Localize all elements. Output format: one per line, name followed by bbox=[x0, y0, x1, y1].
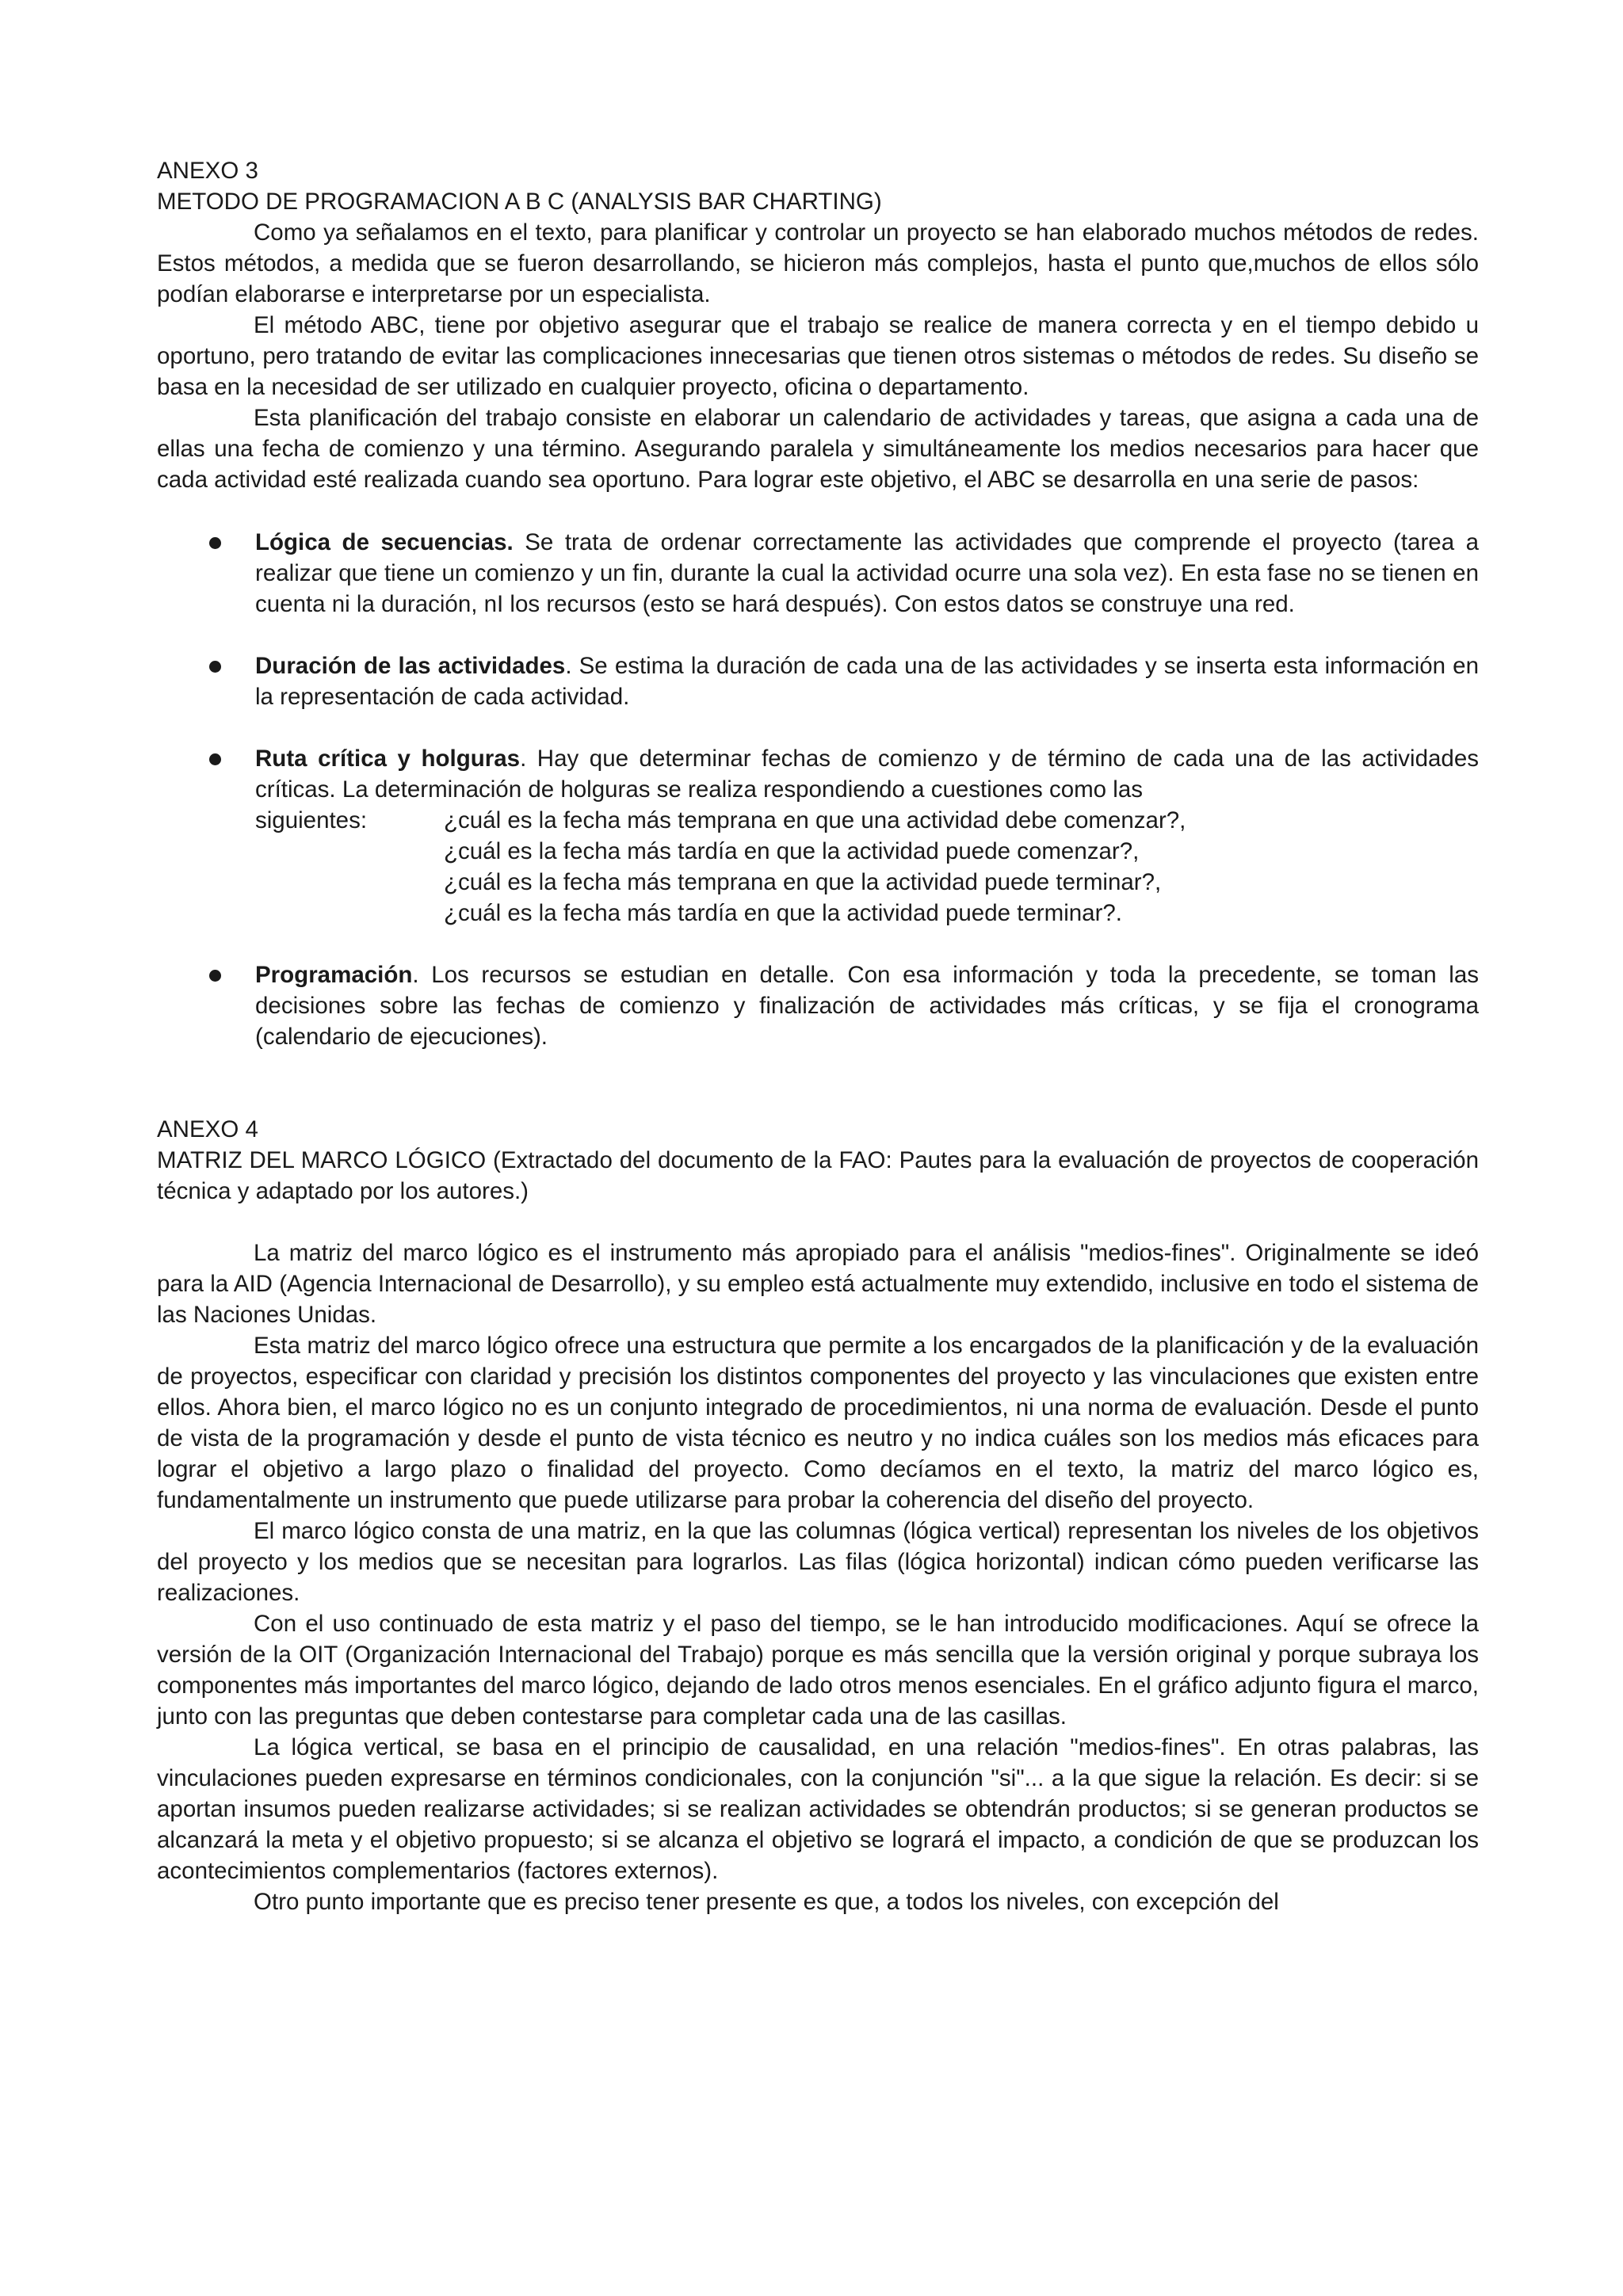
step-text: . Se estima la duración de cada una de las actividades y se inserta esta información en la representación de cada actividad. bbox=[255, 653, 1479, 710]
annex-4-paragraph-2: Esta matriz del marco lógico ofrece una estructura que permite a los encargados de la planificación y de la evaluación de proyectos, especificar con claridad y precisión los distintos componentes del proyecto y las vinculaciones que existen entre ellos. Ahora bien, el marco lógico no es un conjunto integrado de procedimientos, ni una norma de evaluación. Desde el punto de vista de la programación y desde el punto de vista técnico es neutro y no indica cuáles son los medios más eficaces para lograr el objetivo a largo plazo o finalidad del proyecto. Como decíamos en el texto, la matriz del marco lógico es, fundamentalmente un instrumento que puede utilizarse para probar la coherencia del diseño del proyecto. bbox=[157, 1333, 1479, 1513]
question-item: ¿cuál es la fecha más temprana en que la actividad puede terminar?, bbox=[444, 869, 1162, 895]
bullet-icon bbox=[209, 661, 221, 673]
list-item bbox=[157, 650, 1479, 712]
question-item: ¿cuál es la fecha más tardía en que la actividad puede comenzar?, bbox=[444, 838, 1140, 864]
annex-4-paragraph-5: La lógica vertical, se basa en el principio de causalidad, en una relación "medios-fines". En otras palabras, las vinculaciones pueden expresarse en términos condicionales, con la conjunción "si"... a la que sigue la relación. Es decir: si se aportan insumos pueden realizarse actividades; si se realizan actividades se obtendrán productos; si se generan productos se alcanzará la meta y el objetivo propuesto; si se alcanza el objetivo se logrará el impacto, a condición de que se produzcan los acontecimientos complementarios (factores externos). bbox=[157, 1734, 1479, 1884]
step-term: Lógica de secuencias. bbox=[255, 529, 514, 555]
annex-4-label: ANEXO 4 bbox=[157, 1116, 258, 1142]
annex-3-label: ANEXO 3 bbox=[157, 158, 258, 184]
questions-block bbox=[255, 805, 1479, 929]
annex-4-paragraph-1: La matriz del marco lógico es el instrumento más apropiado para el análisis "medios-fines". Originalmente se ideó para la AID (Agencia Internacional de Desarrollo), y su empleo está actualmente muy extendido, inclusive en todo el sistema de las Naciones Unidas. bbox=[157, 1240, 1479, 1328]
list-item bbox=[157, 527, 1479, 620]
annex-4-section bbox=[157, 1114, 1479, 1917]
question-item: ¿cuál es la fecha más tardía en que la actividad puede terminar?. bbox=[444, 900, 1122, 926]
bullet-icon bbox=[209, 970, 221, 982]
section-spacer bbox=[157, 1083, 1479, 1114]
annex-4-title: MATRIZ DEL MARCO LÓGICO (Extractado del documento de la FAO: Pautes para la evaluación de proyectos de cooperación técnica y adaptado por los autores.) bbox=[157, 1147, 1479, 1204]
step-term: Programación bbox=[255, 962, 413, 988]
annex-3-section bbox=[157, 155, 1479, 1052]
list-item bbox=[157, 959, 1479, 1052]
annex-3-paragraph-3: Esta planificación del trabajo consiste en elaborar un calendario de actividades y tareas, que asigna a cada una de ellas una fecha de comienzo y una término. Asegurando paralela y simultáneamente los medios necesarios para hacer que cada actividad esté realizada cuando sea oportuno. Para lograr este objetivo, el ABC se desarrolla en una serie de pasos: bbox=[157, 405, 1479, 493]
step-text: . Hay que determinar fechas de comienzo y de término de cada una de las actividades críticas. La determinación de holguras se realiza respondiendo a cuestiones como las bbox=[255, 746, 1479, 803]
questions-list bbox=[444, 805, 1186, 929]
title-spacer bbox=[157, 1207, 1479, 1238]
annex-3-title: METODO DE PROGRAMACION A B C (ANALYSIS BAR CHARTING) bbox=[157, 189, 882, 215]
annex-4-paragraph-3: El marco lógico consta de una matriz, en la que las columnas (lógica vertical) representan los niveles de los objetivos del proyecto y los medios que se necesitan para lograrlos. Las filas (lógica horizontal) indican cómo pueden verificarse las realizaciones. bbox=[157, 1518, 1479, 1606]
questions-label: siguientes: bbox=[255, 807, 368, 833]
list-item bbox=[157, 743, 1479, 929]
bullet-icon bbox=[209, 753, 221, 765]
annex-3-paragraph-2: El método ABC, tiene por objetivo asegurar que el trabajo se realice de manera correcta y en el tiempo debido u oportuno, pero tratando de evitar las complicaciones innecesarias que tienen otros sistemas o métodos de redes. Su diseño se basa en la necesidad de ser utilizado en cualquier proyecto, oficina o departamento. bbox=[157, 312, 1479, 400]
annex-4-paragraph-6: Otro punto importante que es preciso tener presente es que, a todos los niveles, con excepción del bbox=[254, 1889, 1279, 1915]
annex-3-paragraph-1: Como ya señalamos en el texto, para planificar y controlar un proyecto se han elaborado muchos métodos de redes. Estos métodos, a medida que se fueron desarrollando, se hicieron más complejos, hasta el punto que,muchos de ellos sólo podían elaborarse e interpretarse por un especialista. bbox=[157, 219, 1479, 307]
step-term: Duración de las actividades bbox=[255, 653, 566, 679]
document-page bbox=[157, 155, 1479, 1917]
step-text: . Los recursos se estudian en detalle. Con esa información y toda la precedente, se toman las decisiones sobre las fechas de comienzo y finalización de actividades más críticas, y se fija el cronograma (calendario de ejecuciones). bbox=[255, 962, 1479, 1050]
step-text: Se trata de ordenar correctamente las actividades que comprende el proyecto (tarea a realizar que tiene un comienzo y un fin, durante la cual la actividad ocurre una sola vez). En esta fase no se tienen en cuenta ni la duración, nI los recursos (esto se hará después). Con estos datos se construye una red. bbox=[255, 529, 1479, 617]
abc-steps-list bbox=[157, 527, 1479, 1052]
annex-4-paragraph-4: Con el uso continuado de esta matriz y el paso del tiempo, se le han introducido modificaciones. Aquí se ofrece la versión de la OIT (Organización Internacional del Trabajo) porque es más sencilla que la versión original y porque subraya los componentes más importantes del marco lógico, dejando de lado otros menos esenciales. En el gráfico adjunto figura el marco, junto con las preguntas que deben contestarse para completar cada una de las casillas. bbox=[157, 1611, 1479, 1730]
question-item: ¿cuál es la fecha más temprana en que una actividad debe comenzar?, bbox=[444, 807, 1186, 833]
step-term: Ruta crítica y holguras bbox=[255, 746, 521, 772]
bullet-icon bbox=[209, 537, 221, 549]
